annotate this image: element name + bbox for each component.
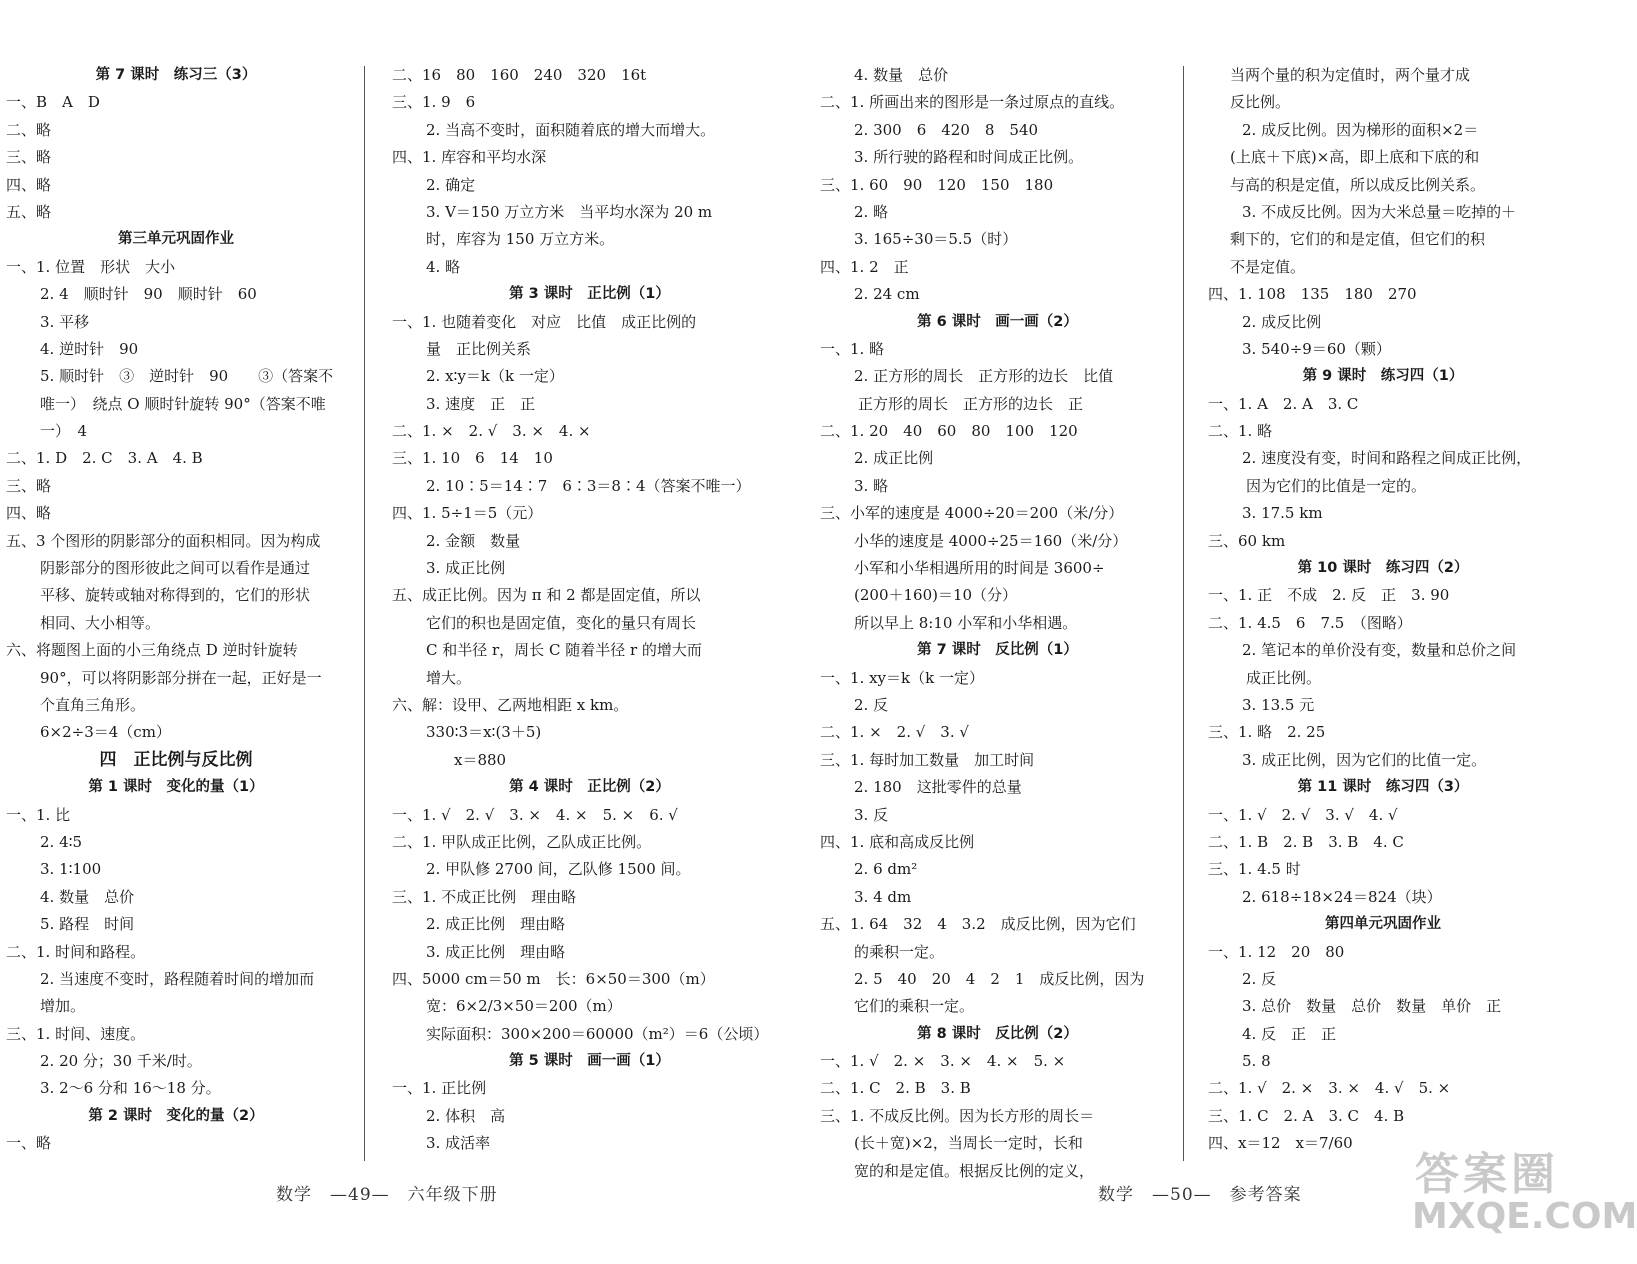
answer-line: 3. 成正比例，因为它们的比值一定。 bbox=[1242, 750, 1487, 769]
answer-line: 2. 反 bbox=[1242, 969, 1277, 988]
answer-line: 个直角三角形。 bbox=[40, 695, 146, 714]
answer-line: 成正比例。 bbox=[1246, 668, 1322, 687]
answer-line: 一、B A D bbox=[6, 93, 100, 112]
answer-line: 三、1. 不成反比例。因为长方形的周长＝ bbox=[820, 1106, 1095, 1125]
page-footer-right: 数学 —50— 参考答案 bbox=[1098, 1185, 1302, 1205]
answer-line: 6×2÷3＝4（cm） bbox=[40, 723, 171, 742]
answer-line: 实际面积：300×200＝60000（m²）＝6（公顷） bbox=[426, 1024, 769, 1043]
answer-line: 4. 反 正 正 bbox=[1242, 1024, 1337, 1043]
answer-line: 二、1. 4.5 6 7.5 （图略） bbox=[1208, 613, 1412, 632]
answer-line: 三、1. 不成正比例 理由略 bbox=[392, 887, 577, 906]
answer-line: 四、x＝12 x＝7/60 bbox=[1208, 1134, 1353, 1153]
answer-line: 2. x∶y＝k（k 一定） bbox=[426, 367, 564, 386]
answer-line: 相同、大小相等。 bbox=[40, 613, 161, 632]
answer-line: 3. 165÷30＝5.5（时） bbox=[854, 230, 1018, 249]
answer-line: 2. 当速度不变时，路程随着时间的增加而 bbox=[40, 969, 315, 988]
answer-line: C 和半径 r，周长 C 随着半径 r 的增大而 bbox=[426, 641, 702, 660]
answer-line: 二、1. C 2. B 3. B bbox=[820, 1079, 971, 1098]
answer-line: 3. 不成反比例。因为大米总量＝吃掉的＋ bbox=[1242, 202, 1517, 221]
answer-line: 宽的和是定值。根据反比例的定义， bbox=[854, 1161, 1095, 1180]
answer-line: 2. 确定 bbox=[426, 175, 476, 194]
answer-column-2 bbox=[392, 62, 787, 1158]
answer-line: 三、1. 略 2. 25 bbox=[1208, 723, 1326, 742]
section-heading: 第 7 课时 反比例（1） bbox=[917, 642, 1078, 659]
answer-line: 2. 成正比例 理由略 bbox=[426, 915, 566, 934]
section-heading: 第 9 课时 练习四（1） bbox=[1302, 368, 1464, 385]
answer-line: 五、略 bbox=[6, 202, 52, 221]
watermark-logo-text: 答案圈 bbox=[1415, 1149, 1559, 1200]
answer-line: 二、1. 略 bbox=[1208, 422, 1273, 441]
answer-line: 它们的积也是固定值，变化的量只有周长 bbox=[426, 613, 697, 632]
answer-line: 一、1. √ 2. √ 3. √ 4. √ bbox=[1208, 805, 1398, 824]
answer-line: 的乘积一定。 bbox=[854, 942, 945, 961]
answer-line: 330∶3＝x∶(3＋5) bbox=[426, 723, 542, 742]
answer-line: 二、1. √ 2. × 3. × 4. √ 5. × bbox=[1208, 1079, 1451, 1098]
answer-line: 3. 17.5 km bbox=[1242, 504, 1323, 523]
answer-line: 二、16 80 160 240 320 16t bbox=[392, 66, 647, 84]
answer-line: 三、略 bbox=[6, 476, 52, 495]
answer-line: 一、1. 也随着变化 对应 比值 成正比例的 bbox=[392, 312, 697, 331]
answer-line: 2. 当高不变时，面积随着底的增大而增大。 bbox=[426, 120, 716, 139]
answer-line: 一、1. xy＝k（k 一定） bbox=[820, 668, 984, 687]
answer-line: 二、1. × 2. √ 3. × 4. × bbox=[392, 422, 591, 441]
answer-line: 时，库容为 150 万立方米。 bbox=[426, 230, 615, 249]
answer-line: 二、1. B 2. B 3. B 4. C bbox=[1208, 832, 1404, 851]
section-heading: 第三单元巩固作业 bbox=[118, 231, 234, 248]
answer-line: 四、5000 cm＝50 m 长：6×50＝300（m） bbox=[392, 969, 715, 988]
column-divider-left bbox=[364, 66, 365, 1161]
section-heading: 第 8 课时 反比例（2） bbox=[917, 1025, 1078, 1042]
answer-line: 3. 略 bbox=[854, 476, 889, 495]
answer-line: 三、略 bbox=[6, 148, 52, 167]
answer-line: 一、1. 正比例 bbox=[392, 1079, 487, 1098]
answer-line: 一、略 bbox=[6, 1134, 52, 1153]
answer-line: 3. 13.5 元 bbox=[1242, 695, 1315, 714]
section-heading: 四 正比例与反比例 bbox=[99, 749, 253, 770]
answer-line: 2. 笔记本的单价没有变，数量和总价之间 bbox=[1242, 641, 1517, 660]
answer-line: 一） 4 bbox=[40, 422, 88, 441]
answer-line: 4. 逆时针 90 bbox=[40, 339, 139, 358]
answer-line: 3. 成活率 bbox=[426, 1134, 491, 1153]
section-heading: 第 11 课时 练习四（3） bbox=[1297, 779, 1469, 796]
answer-line: 小军和小华相遇所用的时间是 3600÷ bbox=[854, 559, 1105, 578]
answer-line: 2. 略 bbox=[854, 202, 889, 221]
answer-line: 2. 金额 数量 bbox=[426, 531, 521, 550]
answer-line: 2. 速度没有变，时间和路程之间成正比例， bbox=[1242, 449, 1532, 468]
answer-line: 四、1. 108 135 180 270 bbox=[1208, 285, 1417, 304]
answer-line: 三、1. 60 90 120 150 180 bbox=[820, 175, 1054, 194]
answer-line: 4. 略 bbox=[426, 257, 461, 276]
answer-line: 二、1. 甲队成正比例，乙队成正比例。 bbox=[392, 832, 652, 851]
section-heading: 第 2 课时 变化的量（2） bbox=[88, 1107, 264, 1124]
answer-line: x＝880 bbox=[454, 750, 507, 769]
answer-line: 宽：6×2/3×50＝200（m） bbox=[426, 997, 622, 1016]
answer-line: 3. 4 dm bbox=[854, 887, 912, 906]
section-heading: 第 3 课时 正比例（1） bbox=[509, 286, 670, 303]
section-heading: 第 10 课时 练习四（2） bbox=[1297, 560, 1469, 577]
section-heading: 第 4 课时 正比例（2） bbox=[509, 779, 670, 796]
answer-line: 三、1. C 2. A 3. C 4. B bbox=[1208, 1106, 1405, 1125]
answer-line: 因为它们的比值是一定的。 bbox=[1246, 476, 1427, 495]
answer-line: 二、1. 所画出来的图形是一条过原点的直线。 bbox=[820, 93, 1125, 112]
answer-line: 增大。 bbox=[426, 668, 472, 687]
answer-line: 阴影部分的图形彼此之间可以看作是通过 bbox=[40, 559, 311, 578]
answer-line: 唯一） 绕点 O 顺时针旋转 90°（答案不唯 bbox=[40, 394, 326, 413]
answer-line: 不是定值。 bbox=[1230, 257, 1306, 276]
answer-line: 六、将题图上面的小三角绕点 D 逆时针旋转 bbox=[6, 641, 298, 660]
answer-line: 增加。 bbox=[40, 997, 86, 1016]
section-heading: 第 1 课时 变化的量（1） bbox=[88, 779, 264, 796]
answer-line: 量 正比例关系 bbox=[426, 339, 532, 358]
answer-line: 3. V＝150 万立方米 当平均水深为 20 m bbox=[426, 202, 713, 221]
answer-line: 3. 2～6 分和 16～18 分。 bbox=[40, 1079, 221, 1098]
answer-line: 4. 数量 总价 bbox=[40, 887, 135, 906]
answer-line: 90°，可以将阴影部分拼在一起，正好是一 bbox=[40, 668, 322, 687]
page-footer-left: 数学 —49— 六年级下册 bbox=[276, 1185, 498, 1205]
answer-line: 2. 6 dm² bbox=[854, 860, 918, 879]
answer-line: 它们的乘积一定。 bbox=[854, 997, 975, 1016]
answer-line: 2. 24 cm bbox=[854, 285, 920, 304]
answer-line: (长＋宽)×2，当周长一定时，长和 bbox=[854, 1134, 1083, 1153]
answer-line: 5. 路程 时间 bbox=[40, 915, 135, 934]
answer-column-1 bbox=[6, 62, 346, 1158]
section-heading: 第 5 课时 画一画（1） bbox=[509, 1053, 670, 1070]
answer-line: 二、1. × 2. √ 3. √ bbox=[820, 723, 969, 742]
answer-line: 3. 反 bbox=[854, 805, 889, 824]
answer-line: 三、1. 每时加工数量 加工时间 bbox=[820, 750, 1035, 769]
watermark-site-text: MXQE.COM bbox=[1412, 1196, 1637, 1237]
answer-line: 5. 8 bbox=[1242, 1052, 1271, 1071]
answer-line: 2. 618÷18×24＝824（块） bbox=[1242, 887, 1442, 906]
answer-line: 四、1. 5÷1＝5（元） bbox=[392, 504, 543, 523]
answer-line: (200＋160)＝10（分） bbox=[854, 586, 1018, 605]
answer-line: 5. 顺时针 ③ 逆时针 90 ③（答案不 bbox=[40, 367, 334, 386]
answer-line: 二、1. 20 40 60 80 100 120 bbox=[820, 422, 1078, 441]
answer-line: 3. 成正比例 bbox=[426, 559, 506, 578]
answer-line: 3. 成正比例 理由略 bbox=[426, 942, 566, 961]
answer-line: 剩下的，它们的和是定值，但它们的积 bbox=[1230, 230, 1486, 249]
answer-line: 与高的积是定值，所以成反比例关系。 bbox=[1230, 175, 1486, 194]
answer-line: 2. 反 bbox=[854, 695, 889, 714]
answer-line: 2. 成正比例 bbox=[854, 449, 934, 468]
answer-line: 四、1. 库容和平均水深 bbox=[392, 148, 547, 167]
answer-line: 正方形的周长 正方形的边长 正 bbox=[858, 394, 1084, 413]
answer-line: 四、1. 底和高成反比例 bbox=[820, 832, 975, 851]
answer-line: 三、小军的速度是 4000÷20＝200（米/分） bbox=[820, 504, 1124, 523]
answer-line: 四、1. 2 正 bbox=[820, 257, 909, 276]
answer-line: 2. 20 分；30 千米/时。 bbox=[40, 1052, 202, 1071]
answer-line: 4. 数量 总价 bbox=[854, 66, 949, 84]
answer-line: 2. 甲队修 2700 间，乙队修 1500 间。 bbox=[426, 860, 691, 879]
answer-line: 所以早上 8:10 小军和小华相遇。 bbox=[854, 613, 1078, 632]
answer-line: 一、1. √ 2. × 3. × 4. × 5. × bbox=[820, 1052, 1066, 1071]
answer-line: 2. 4∶5 bbox=[40, 832, 83, 851]
answer-line: 2. 5 40 20 4 2 1 成反比例，因为 bbox=[854, 969, 1145, 988]
section-heading: 第四单元巩固作业 bbox=[1325, 916, 1441, 933]
answer-line: 平移、旋转或轴对称得到的，它们的形状 bbox=[40, 586, 311, 605]
answer-line: 一、1. 位置 形状 大小 bbox=[6, 257, 176, 276]
answer-line: 2. 成反比例。因为梯形的面积×2＝ bbox=[1242, 120, 1479, 139]
answer-line: 二、1. D 2. C 3. A 4. B bbox=[6, 449, 203, 468]
answer-line: 六、解：设甲、乙两地相距 x km。 bbox=[392, 695, 629, 714]
answer-line: 3. 1∶100 bbox=[40, 860, 102, 879]
answer-line: 2. 300 6 420 8 540 bbox=[854, 120, 1039, 139]
answer-column-3 bbox=[820, 62, 1175, 1185]
answer-line: 一、1. 比 bbox=[6, 805, 71, 824]
answer-line: 三、1. 4.5 时 bbox=[1208, 860, 1301, 879]
answer-line: 2. 正方形的周长 正方形的边长 比值 bbox=[854, 367, 1114, 386]
answer-line: 3. 540÷9＝60（颗） bbox=[1242, 339, 1391, 358]
answer-line: 三、1. 10 6 14 10 bbox=[392, 449, 553, 468]
answer-line: 一、1. √ 2. √ 3. × 4. × 5. × 6. √ bbox=[392, 805, 678, 824]
answer-line: 五、1. 64 32 4 3.2 成反比例，因为它们 bbox=[820, 915, 1136, 934]
answer-line: 2. 4 顺时针 90 顺时针 60 bbox=[40, 285, 257, 304]
answer-line: 一、1. A 2. A 3. C bbox=[1208, 394, 1359, 413]
answer-column-4 bbox=[1208, 62, 1558, 1158]
answer-line: (上底＋下底)×高，即上底和下底的和 bbox=[1230, 148, 1480, 167]
answer-line: 三、1. 9 6 bbox=[392, 93, 476, 112]
answer-line: 三、60 km bbox=[1208, 531, 1286, 550]
answer-line: 反比例。 bbox=[1230, 93, 1291, 112]
answer-line: 一、1. 略 bbox=[820, 339, 885, 358]
answer-line: 2. 体积 高 bbox=[426, 1106, 506, 1125]
answer-line: 2. 成反比例 bbox=[1242, 312, 1322, 331]
section-heading: 第 7 课时 练习三（3） bbox=[95, 67, 257, 83]
answer-line: 小华的速度是 4000÷25＝160（米/分） bbox=[854, 531, 1128, 550]
answer-line: 四、略 bbox=[6, 175, 52, 194]
answer-line: 五、3 个图形的阴影部分的面积相同。因为构成 bbox=[6, 531, 321, 550]
answer-line: 一、1. 12 20 80 bbox=[1208, 942, 1345, 961]
answer-line: 二、略 bbox=[6, 120, 52, 139]
answer-line: 3. 平移 bbox=[40, 312, 90, 331]
answer-line: 二、1. 时间和路程。 bbox=[6, 942, 146, 961]
answer-line: 2. 10∶5＝14∶7 6∶3＝8∶4（答案不唯一） bbox=[426, 476, 751, 495]
answer-line: 五、成正比例。因为 π 和 2 都是固定值，所以 bbox=[392, 586, 701, 605]
answer-line: 一、1. 正 不成 2. 反 正 3. 90 bbox=[1208, 586, 1450, 605]
answer-line: 当两个量的积为定值时，两个量才成 bbox=[1230, 66, 1471, 84]
answer-line: 3. 总价 数量 总价 数量 单价 正 bbox=[1242, 997, 1502, 1016]
answer-line: 3. 速度 正 正 bbox=[426, 394, 536, 413]
answer-line: 三、1. 时间、速度。 bbox=[6, 1024, 146, 1043]
answer-line: 3. 所行驶的路程和时间成正比例。 bbox=[854, 148, 1084, 167]
column-divider-right bbox=[1183, 66, 1184, 1161]
answer-line: 2. 180 这批零件的总量 bbox=[854, 778, 1022, 797]
section-heading: 第 6 课时 画一画（2） bbox=[917, 313, 1078, 330]
answer-line: 四、略 bbox=[6, 504, 52, 523]
